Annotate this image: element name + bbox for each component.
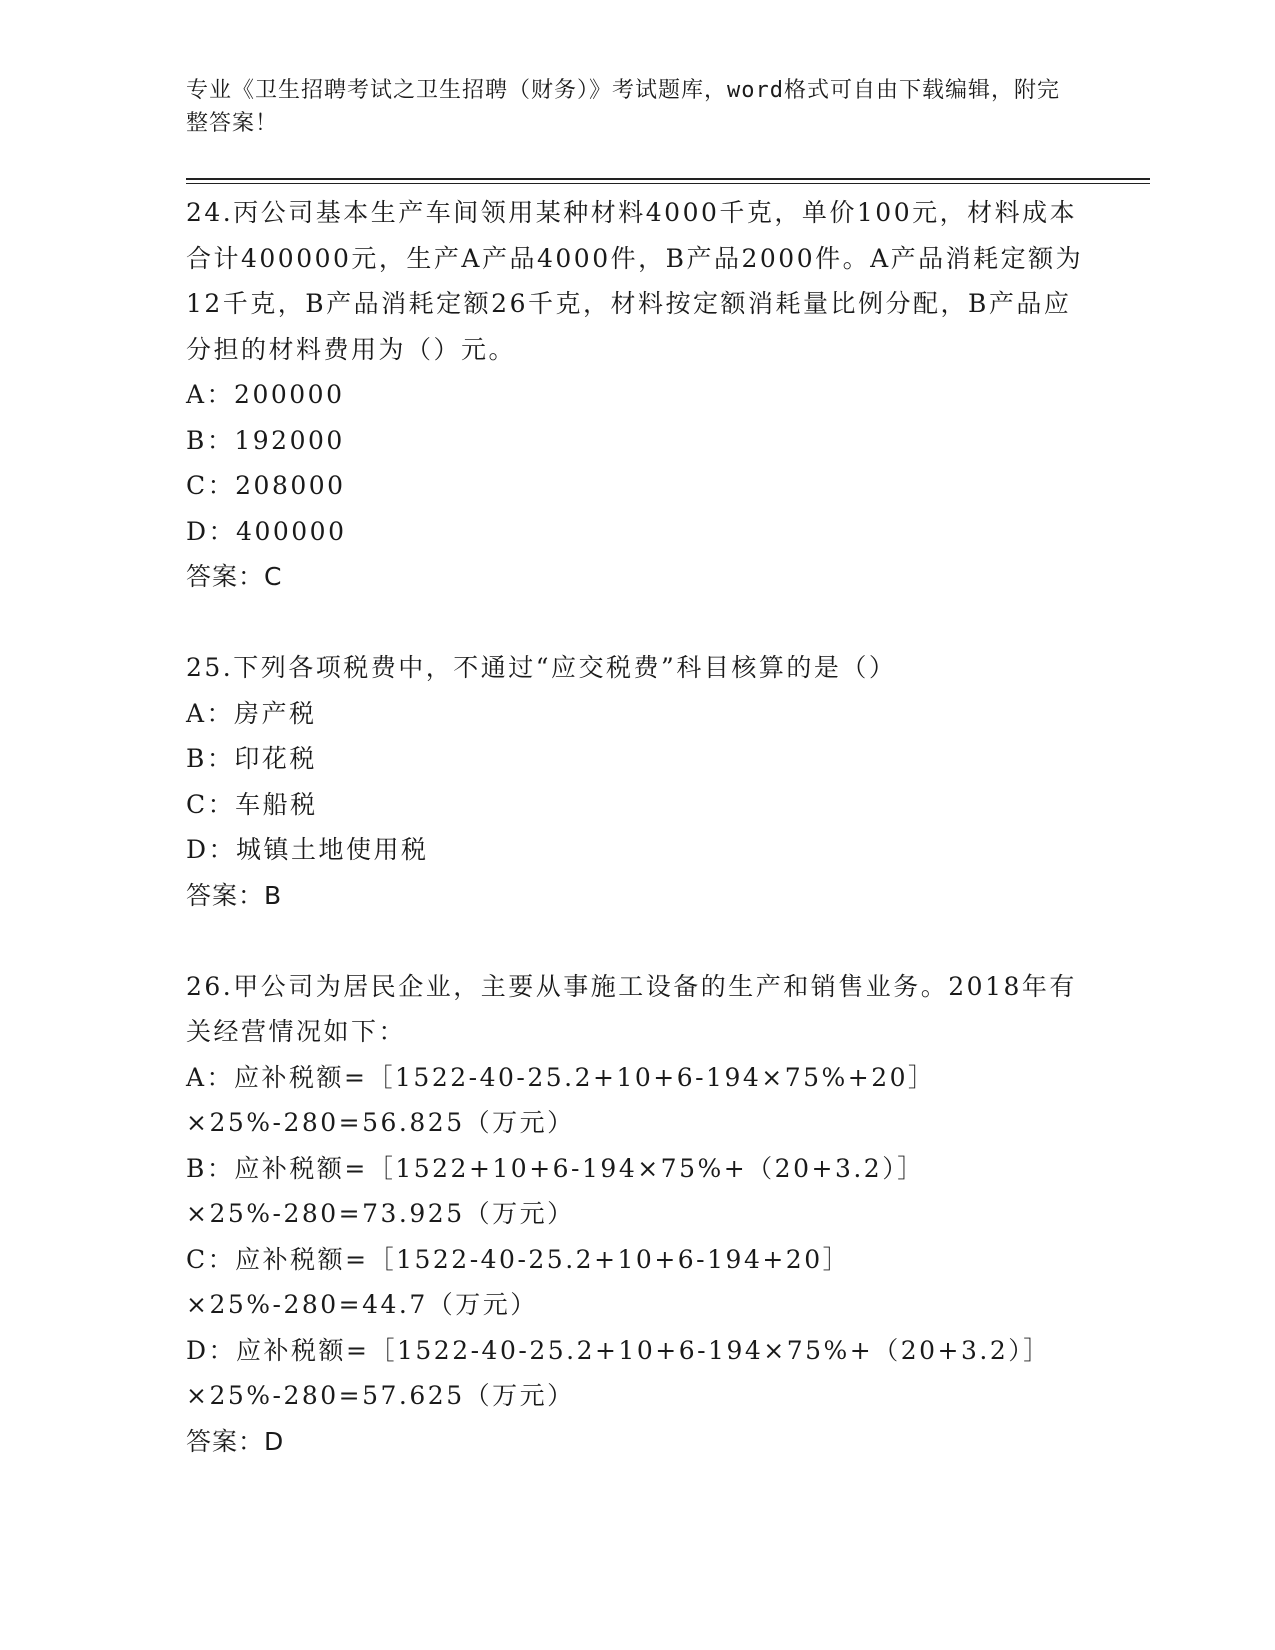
answer-line: 答案：D [186, 1426, 285, 1456]
question-stem: 26.甲公司为居民企业，主要从事施工设备的生产和销售业务。2018年有关经营情况如下： [186, 971, 1077, 1046]
question-stem: 24.丙公司基本生产车间领用某种材料4000千克，单价100元，材料成本合计400000元，生产A产品4000件，B产品2000件。A产品消耗定额为12千克，B产品消耗定额26千克，材料按定额消耗量比例分配，B产品应分担的材料费用为（）元。 [186, 198, 1084, 364]
spacer [186, 600, 1086, 646]
spacer [186, 918, 1086, 964]
option-c: C：208000 [186, 471, 346, 500]
question-26 [186, 964, 1086, 1465]
question-25 [186, 645, 1086, 918]
answer-line: 答案：C [186, 562, 283, 591]
option-c: C：车船税 [186, 789, 318, 819]
question-24 [186, 190, 1086, 600]
option-d: D：城镇土地使用税 [186, 835, 429, 864]
option-a: A：应补税额=［1522-40-25.2+10+6-194×75%+20］×25%-280=56.825（万元） [186, 1062, 936, 1137]
document-header: 专业《卫生招聘考试之卫生招聘（财务）》考试题库，word格式可自由下载编辑，附完整答案！ [186, 78, 1060, 136]
option-a: A：房产税 [186, 698, 317, 728]
option-b: B：应补税额=［1522+10+6-194×75%+（20+3.2）］×25%-280=73.925（万元） [186, 1153, 925, 1228]
option-c: C：应补税额=［1522-40-25.2+10+6-194+20］×25%-280=44.7（万元） [186, 1244, 851, 1319]
option-d: D：应补税额=［1522-40-25.2+10+6-194×75%+（20+3.2）］×25%-280=57.625（万元） [186, 1335, 1051, 1410]
header-divider-thin [186, 183, 1150, 184]
option-b: B：印花税 [186, 744, 317, 773]
option-d: D：400000 [186, 516, 347, 546]
option-a: A：200000 [186, 380, 345, 409]
question-stem: 25.下列各项税费中，不通过“应交税费”科目核算的是（） [186, 653, 897, 682]
question-list [186, 190, 1086, 1464]
answer-line: 答案：B [186, 880, 283, 910]
header-divider [186, 178, 1150, 180]
option-b: B：192000 [186, 425, 345, 455]
